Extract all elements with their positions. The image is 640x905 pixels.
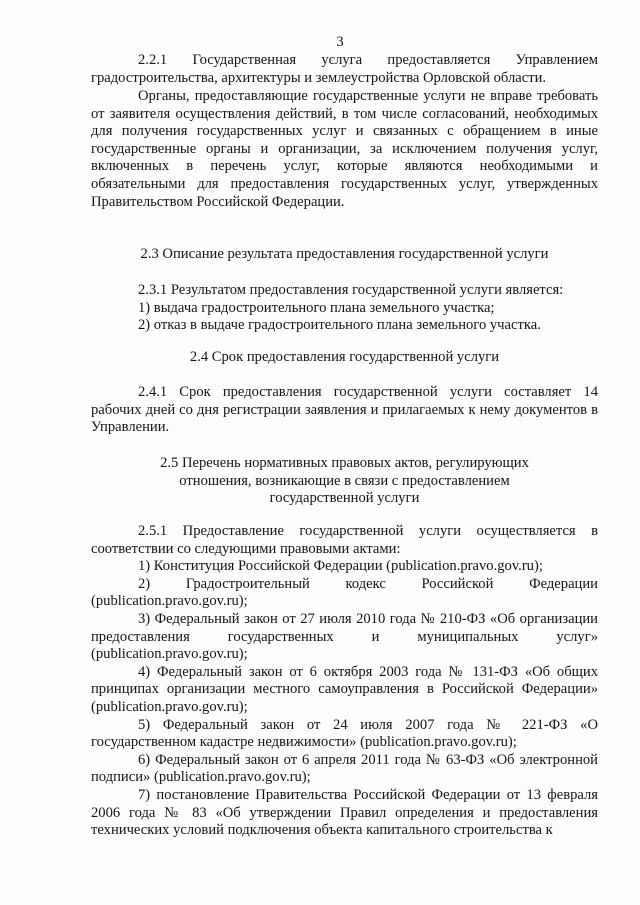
list-item: 2) Градостроительный кодекс Российской Федерации (publication.pravo.gov.ru); bbox=[91, 575, 598, 610]
section-heading-line: отношения, возникающие в связи с предоставлением bbox=[179, 472, 510, 489]
heading-2-3 bbox=[91, 246, 598, 264]
heading-2-5 bbox=[91, 455, 598, 508]
paragraph-2-4-1 bbox=[91, 384, 598, 437]
paragraph-text: 2.5.1 Предоставление государственной услуги осуществляется в соответствии со следующими правовыми актами: bbox=[91, 523, 598, 557]
list-item: 7) постановление Правительства Российской Федерации от 13 февраля 2006 года № 83 «Об утверждении Правил определения и предоставления технических условий подключения объекта капитального строительства к bbox=[91, 786, 598, 839]
list-item: 4) Федеральный закон от 6 октября 2003 года № 131-ФЗ «Об общих принципах организации местного самоуправления в Российской Федерации» (publication.pravo.gov.ru); bbox=[91, 663, 598, 715]
paragraph-text: 2.4.1 Срок предоставления государственной услуги составляет 14 рабочих дней со дня регистрации заявления и прилагаемых к нему документов в Управлении. bbox=[91, 384, 598, 436]
section-heading: 2.4 Срок предоставления государственной услуги bbox=[189, 349, 500, 365]
list-item: 6) Федеральный закон от 6 апреля 2011 года № 63-ФЗ «Об электронной подписи» (publication.pravo.gov.ru); bbox=[91, 751, 598, 786]
list-item: 2) отказ в выдаче градостроительного плана земельного участка. bbox=[138, 317, 541, 334]
list-item: 1) выдача градостроительного плана земельного участка; bbox=[138, 299, 495, 316]
paragraph-2-2-1 bbox=[91, 52, 598, 87]
paragraph-text: 2.2.1 Государственная услуга предоставляется Управлением градостроительства, архитектуры и землеустройства Орловской области. bbox=[91, 52, 598, 86]
paragraph-2-2-1-organs bbox=[91, 88, 598, 211]
paragraph-2-5-1 bbox=[91, 523, 598, 840]
paragraph-text: 2.3.1 Результатом предоставления государственной услуги является: bbox=[138, 282, 564, 298]
page-number: 3 bbox=[336, 34, 344, 50]
paragraph-text: Органы, предоставляющие государственные услуги не вправе требовать от заявителя осуществления действий, в том числе согласований, необходимых для получения государственных услуг и связанных с обращением в иные государственные органы и организации, за исключением получения услуг, включенных в перечень услуг, которые являются необходимыми и обязательными для предоставления государственных услуг, утвержденных Правительством Российской Федерации. bbox=[91, 88, 598, 210]
section-heading-line: 2.5 Перечень нормативных правовых актов, регулирующих bbox=[160, 455, 529, 471]
section-heading: 2.3 Описание результата предоставления государственной услуги bbox=[140, 246, 549, 262]
list-item: 1) Конституция Российской Федерации (publication.pravo.gov.ru); bbox=[138, 558, 543, 575]
heading-2-4 bbox=[91, 349, 598, 367]
list-item: 5) Федеральный закон от 24 июля 2007 года № 221-ФЗ «О государственном кадастре недвижимости» (publication.pravo.gov.ru); bbox=[91, 716, 598, 751]
section-heading-line: государственной услуги bbox=[269, 490, 420, 507]
paragraph-2-3-1 bbox=[91, 282, 598, 335]
list-item: 3) Федеральный закон от 27 июля 2010 года № 210-ФЗ «Об организации предоставления государственных и муниципальных услуг» (publication.pravo.gov.ru); bbox=[91, 610, 598, 663]
